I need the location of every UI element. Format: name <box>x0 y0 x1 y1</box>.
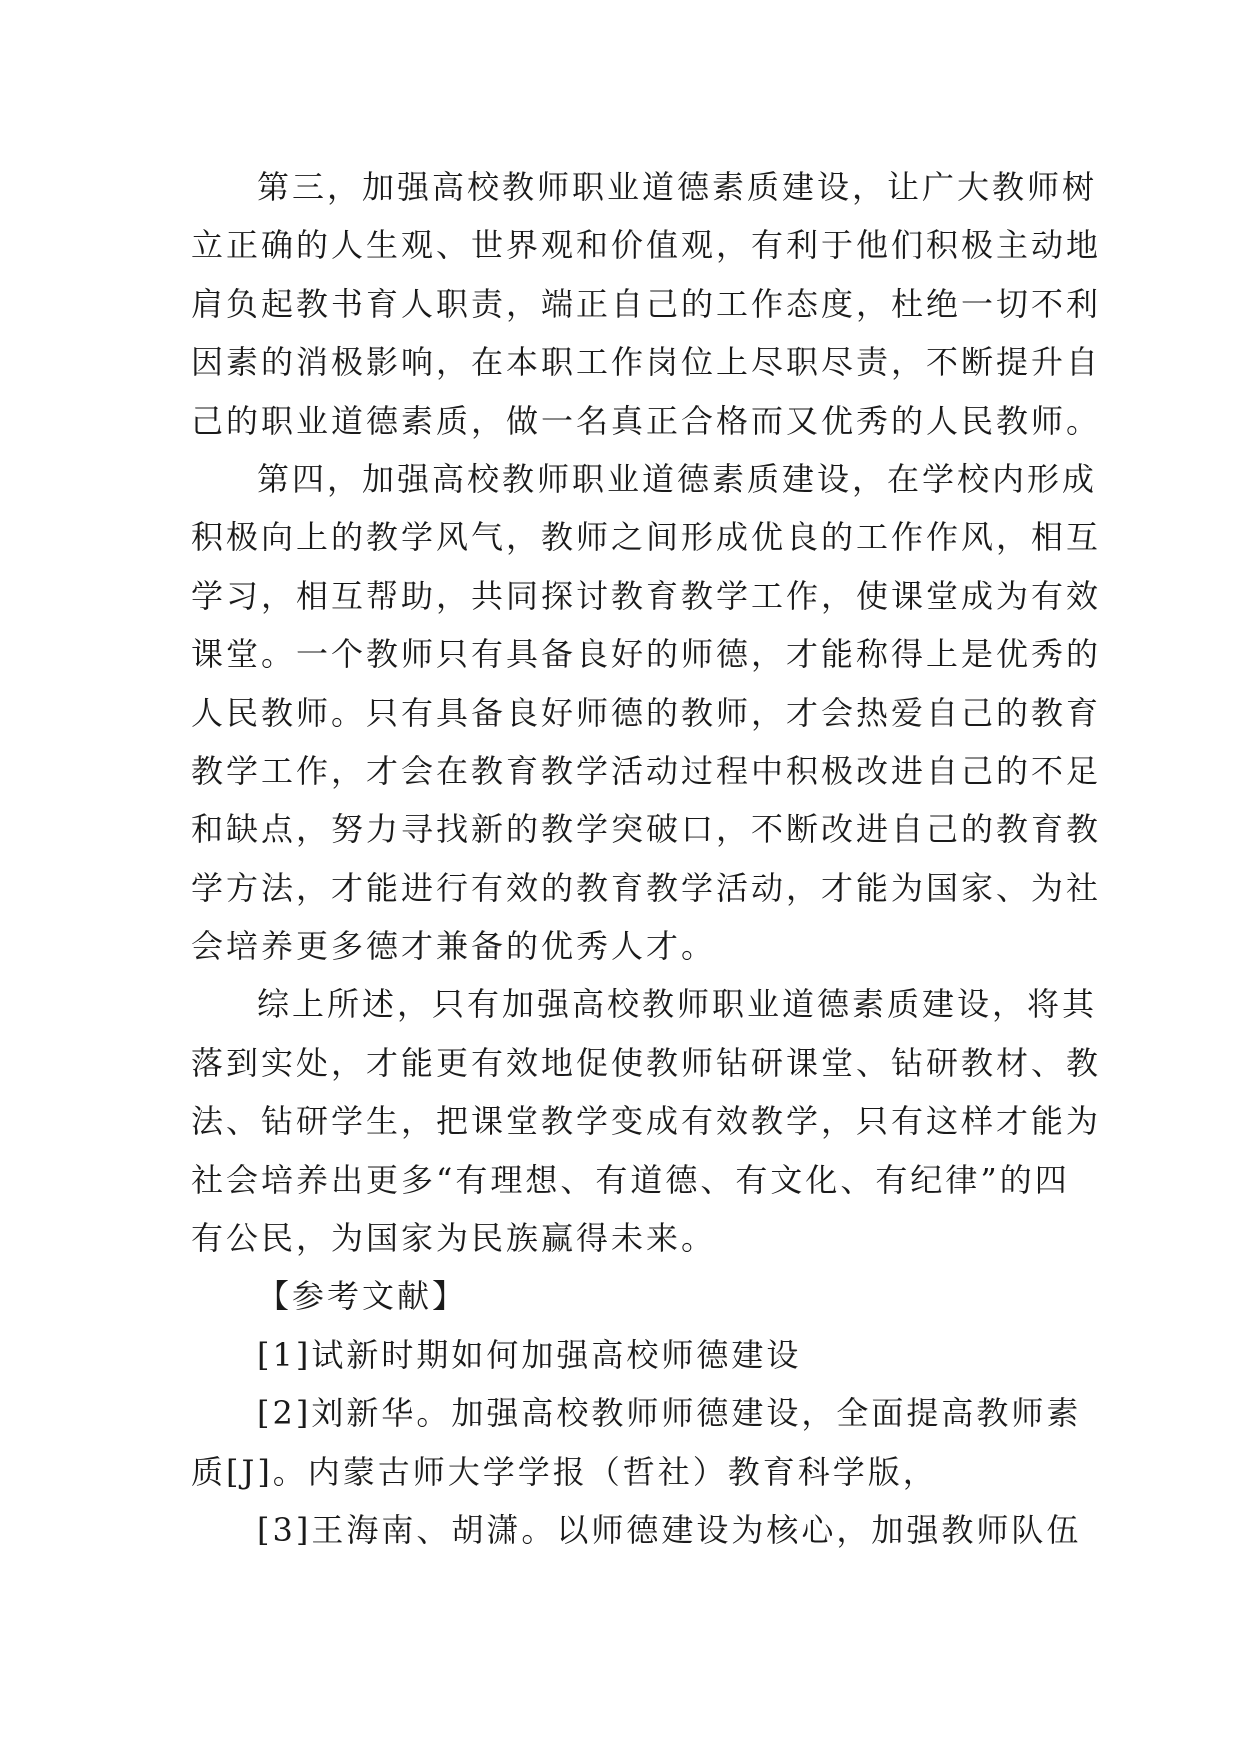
reference-item: [3]王海南、胡潇。以师德建设为核心，加强教师队伍 <box>257 1510 1082 1549</box>
reference-item: [1]试新时期如何加强高校师德建设 <box>257 1335 802 1374</box>
text-line: 第三，加强高校教师职业道德素质建设，让广大教师树 <box>257 168 1098 206</box>
text-line: 课堂。一个教师只有具备良好的师德，才能称得上是优秀的 <box>191 635 1102 674</box>
text-line: 学习，相互帮助，共同探讨教育教学工作，使课堂成为有效 <box>191 576 1102 615</box>
text-line: 有公民，为国家为民族赢得未来。 <box>191 1219 717 1258</box>
text-line: 积极向上的教学风气，教师之间形成优良的工作作风，相互 <box>191 518 1102 557</box>
body-text <box>191 158 1102 1559</box>
text-line: 肩负起教书育人职责，端正自己的工作态度，杜绝一切不利 <box>191 284 1102 323</box>
text-line: 己的职业道德素质，做一名真正合格而又优秀的人民教师。 <box>191 401 1102 440</box>
references-heading: 【参考文献】 <box>257 1277 468 1316</box>
text-line: 社会培养出更多“有理想、有道德、有文化、有纪律”的四 <box>191 1160 1070 1199</box>
text-line: 会培养更多德才兼备的优秀人才。 <box>191 927 717 966</box>
text-line: 第四，加强高校教师职业道德素质建设，在学校内形成 <box>257 459 1098 498</box>
reference-item: [2]刘新华。加强高校教师师德建设，全面提高教师素 <box>257 1394 1082 1433</box>
text-line: 人民教师。只有具备良好师德的教师，才会热爱自己的教育 <box>191 693 1102 732</box>
text-line: 法、钻研学生，把课堂教学变成有效教学，只有这样才能为 <box>191 1102 1102 1141</box>
text-line: 学方法，才能进行有效的教育教学活动，才能为国家、为社 <box>191 868 1102 907</box>
text-line: 综上所述，只有加强高校教师职业道德素质建设，将其 <box>257 985 1098 1024</box>
text-line: 因素的消极影响，在本职工作岗位上尽职尽责，不断提升自 <box>191 343 1102 382</box>
reference-item-continuation: 质[J]。内蒙古师大学学报（哲社）教育科学版， <box>191 1452 938 1491</box>
text-line: 和缺点，努力寻找新的教学突破口，不断改进自己的教育教 <box>191 810 1102 849</box>
text-line: 落到实处，才能更有效地促使教师钻研课堂、钻研教材、教 <box>191 1043 1102 1082</box>
text-line: 立正确的人生观、世界观和价值观，有利于他们积极主动地 <box>191 226 1102 265</box>
text-line: 教学工作，才会在教育教学活动过程中积极改进自己的不足 <box>191 751 1102 790</box>
